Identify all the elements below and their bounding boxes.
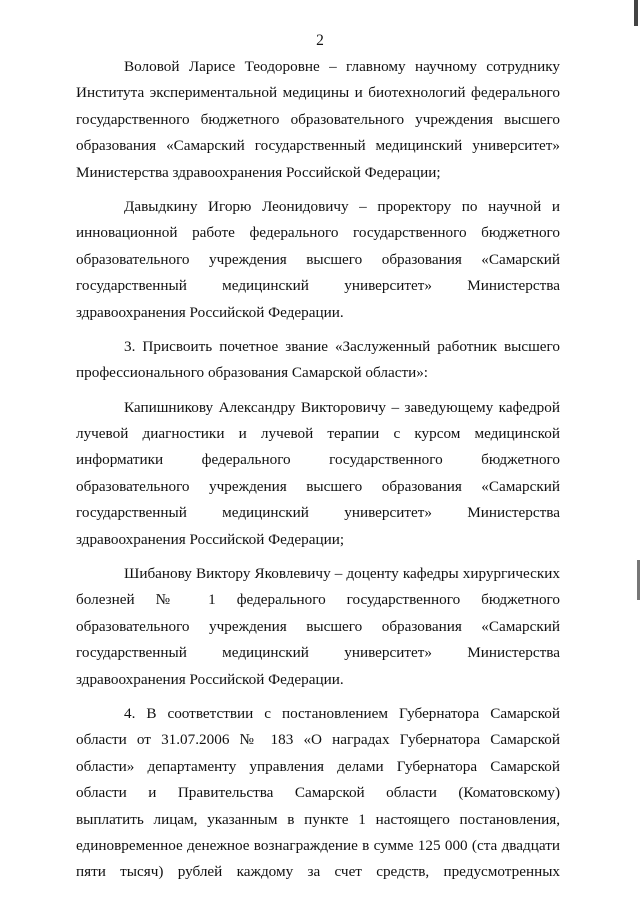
text-line: государственный медицинский университет» Министерства xyxy=(76,277,560,295)
text-line: здравоохранения Российской Федерации; xyxy=(76,530,345,548)
text-line: образования «Самарский государственный медицинский университет» xyxy=(76,137,560,155)
text-line: Министерства здравоохранения Российской Федерации; xyxy=(76,163,441,181)
page-number: 2 xyxy=(316,32,324,49)
text-line: 4. В соответствии с постановлением Губернатора Самарской xyxy=(124,704,560,722)
text-line: здравоохранения Российской Федерации. xyxy=(76,303,344,321)
text-line: лучевой диагностики и лучевой терапии с курсом медицинской xyxy=(76,425,560,443)
text-line: образовательного учреждения высшего образования «Самарский xyxy=(76,477,560,495)
text-line: здравоохранения Российской Федерации. xyxy=(76,670,344,688)
text-line: государственного бюджетного образовательного учреждения высшего xyxy=(76,110,560,128)
text-line: инновационной работе федерального государственного бюджетного xyxy=(76,224,560,242)
text-line: единовременное денежное вознаграждение в сумме 125 000 (ста двадцати xyxy=(76,836,560,854)
scan-edge-mark xyxy=(634,0,638,26)
text-line: пяти тысяч) рублей каждому за счет средств, предусмотренных xyxy=(76,863,560,881)
text-line: Капишникову Александру Викторовичу – заведующему кафедрой xyxy=(124,398,560,416)
text-line: образовательного учреждения высшего образования «Самарский xyxy=(76,250,560,268)
text-line: образовательного учреждения высшего образования «Самарский xyxy=(76,617,560,635)
text-line: Шибанову Виктору Яковлевичу – доценту кафедры хирургических xyxy=(124,565,560,583)
text-line: области» департаменту управления делами Губернатора Самарской xyxy=(76,757,560,775)
text-line: Давыдкину Игорю Леонидовичу – проректору по научной и xyxy=(124,197,560,215)
text-line: государственный медицинский университет» Министерства xyxy=(76,644,560,662)
text-line: государственный медицинский университет» Министерства xyxy=(76,504,560,522)
text-line: болезней № 1 федерального государственного бюджетного xyxy=(76,591,560,609)
text-line: области от 31.07.2006 № 183 «О наградах Губернатора Самарской xyxy=(76,731,560,749)
text-line: области и Правительства Самарской области (Коматовскому) xyxy=(76,784,560,802)
text-line: профессионального образования Самарской области»: xyxy=(76,364,429,382)
text-line: информатики федерального государственного бюджетного xyxy=(76,451,560,469)
document-body xyxy=(76,54,560,886)
text-line: Института экспериментальной медицины и биотехнологий федерального xyxy=(76,84,560,102)
text-line: выплатить лицам, указанным в пункте 1 настоящего постановления, xyxy=(76,810,560,828)
text-line: 3. Присвоить почетное звание «Заслуженный работник высшего xyxy=(124,337,560,355)
text-line: Воловой Ларисе Теодоровне – главному научному сотруднику xyxy=(124,58,560,75)
